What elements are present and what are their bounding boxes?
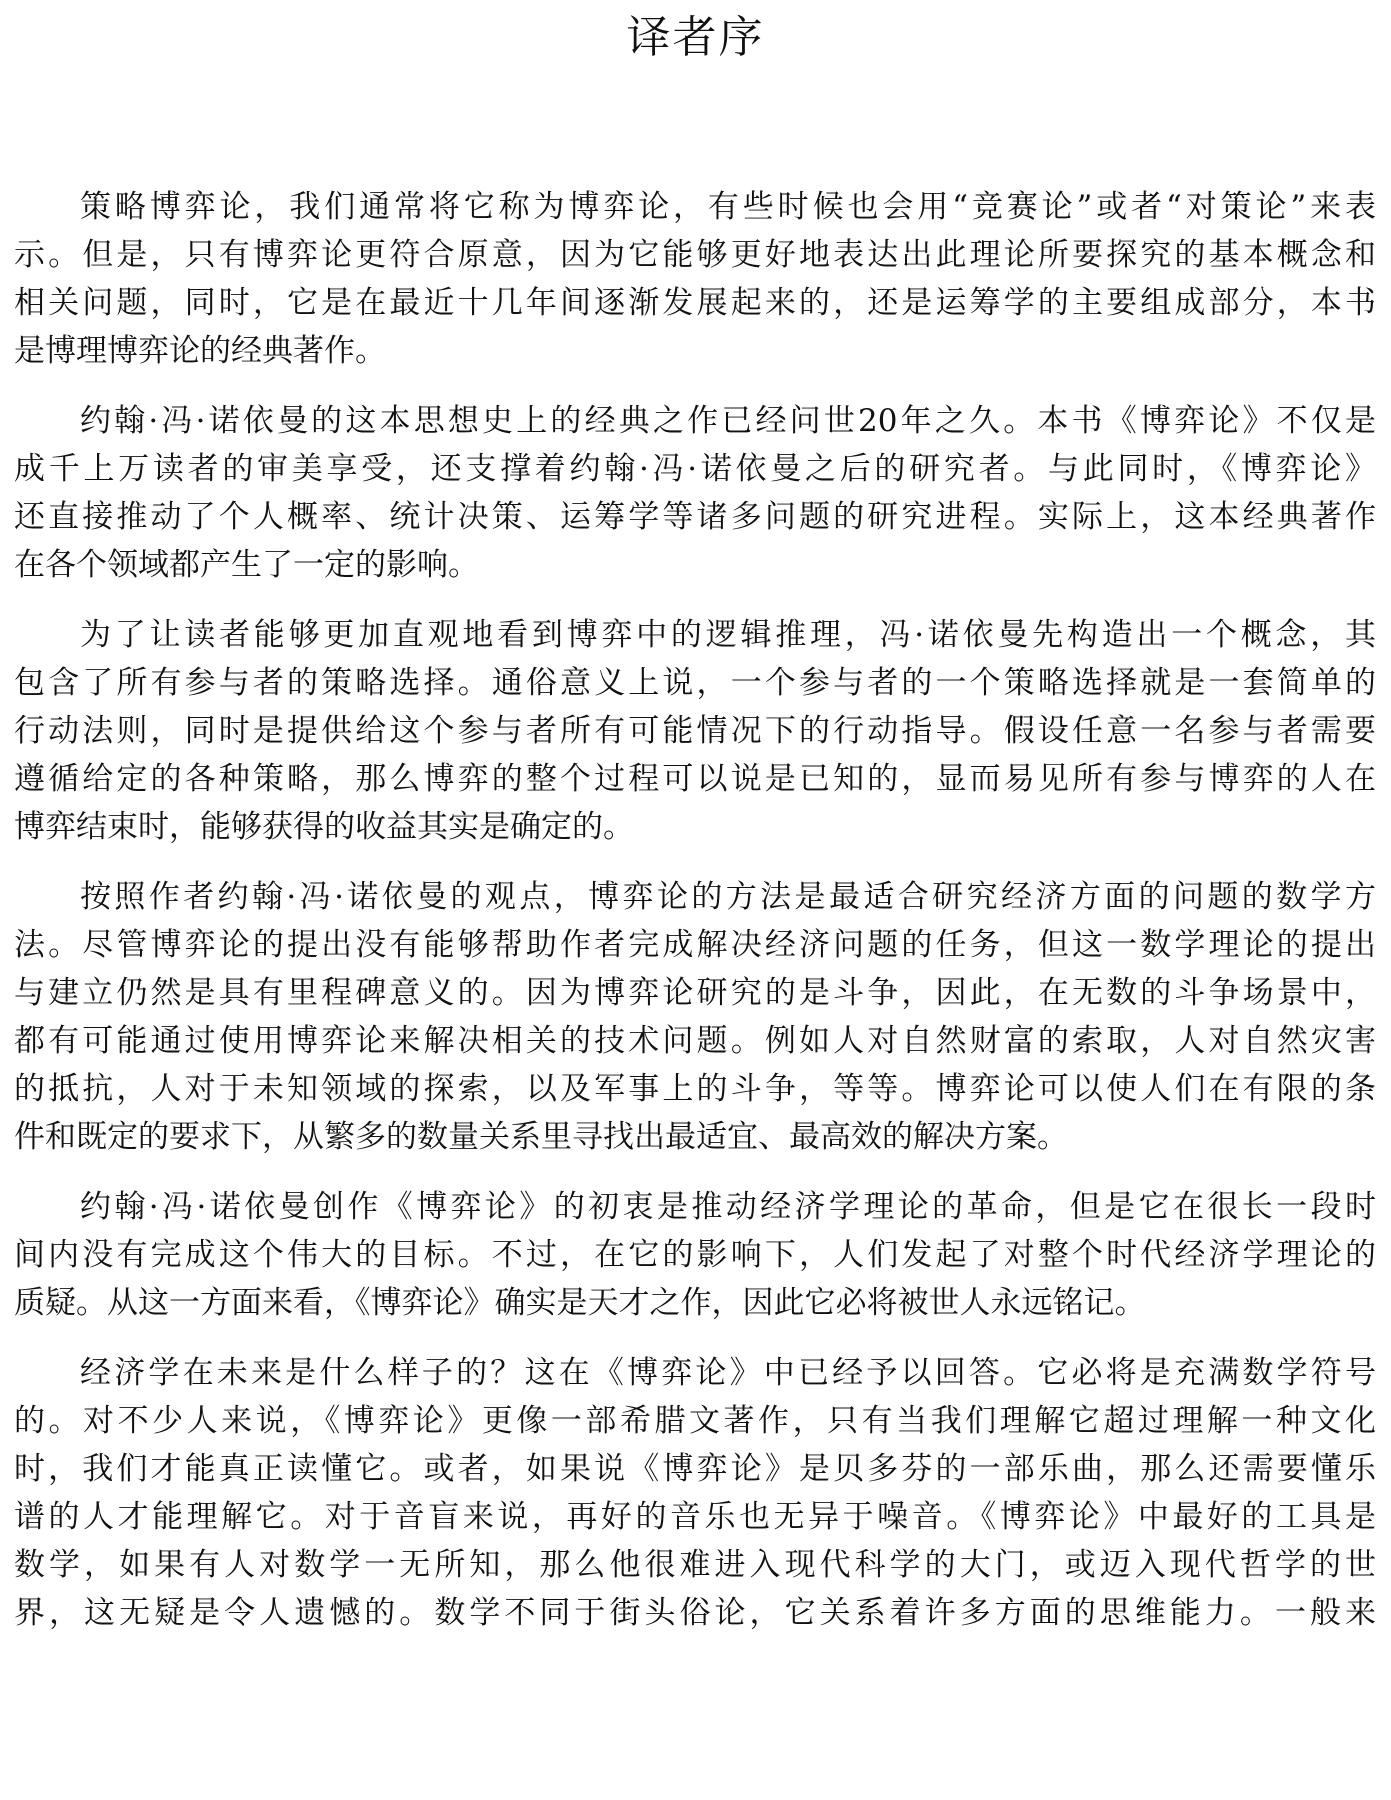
- paragraph-2: [14, 397, 1376, 589]
- paragraph-3: [14, 611, 1376, 851]
- text-line: 约翰·冯·诺依曼创作《博弈论》的初衷是推动经济学理论的革命，但是它在很长一段时: [80, 1189, 1376, 1225]
- text-line: 法。尽管博弈论的提出没有能够帮助作者完成解决经济问题的任务，但这一数学理论的提出: [14, 927, 1376, 963]
- text-line: 为了让读者能够更加直观地看到博弈中的逻辑推理，冯·诺依曼先构造出一个概念，其: [80, 617, 1376, 653]
- text-line: 还直接推动了个人概率、统计决策、运筹学等诸多问题的研究进程。实际上，这本经典著作: [14, 499, 1376, 535]
- paragraph-5: [14, 1183, 1376, 1327]
- text-line: 按照作者约翰·冯·诺依曼的观点，博弈论的方法是最适合研究经济方面的问题的数学方: [80, 879, 1376, 915]
- text-line: 谱的人才能理解它。对于音盲来说，再好的音乐也无异于噪音。《博弈论》中最好的工具是: [14, 1499, 1376, 1535]
- text-line: 遵循给定的各种策略，那么博弈的整个过程可以说是已知的，显而易见所有参与博弈的人在: [14, 761, 1376, 797]
- text-line: 的。对不少人来说，《博弈论》更像一部希腊文著作，只有当我们理解它超过理解一种文化: [14, 1403, 1376, 1439]
- text-line: 的抵抗，人对于未知领域的探索，以及军事上的斗争，等等。博弈论可以使人们在有限的条: [14, 1071, 1376, 1107]
- text-line: 博弈结束时，能够获得的收益其实是确定的。: [14, 809, 634, 845]
- text-line: 时，我们才能真正读懂它。或者，如果说《博弈论》是贝多芬的一部乐曲，那么还需要懂乐: [14, 1451, 1376, 1487]
- text-line: 策略博弈论，我们通常将它称为博弈论，有些时候也会用“竞赛论”或者“对策论”来表: [80, 189, 1376, 225]
- paragraph-6: [14, 1349, 1376, 1637]
- page-title: 译者序: [626, 12, 765, 63]
- text-line: 成千上万读者的审美享受，还支撑着约翰·冯·诺依曼之后的研究者。与此同时，《博弈论》: [14, 451, 1376, 487]
- paragraph-1: [14, 183, 1376, 375]
- text-line: 是博理博弈论的经典著作。: [14, 333, 386, 369]
- paragraph-4: [14, 873, 1376, 1161]
- text-line: 界，这无疑是令人遗憾的。数学不同于街头俗论，它关系着许多方面的思维能力。一般来: [14, 1595, 1376, 1631]
- text-line: 质疑。从这一方面来看，《博弈论》确实是天才之作，因此它必将被世人永远铭记。: [14, 1285, 1146, 1321]
- text-line: 示。但是，只有博弈论更符合原意，因为它能够更好地表达出此理论所要探究的基本概念和: [14, 237, 1376, 273]
- preface-body: [14, 183, 1376, 1659]
- text-line: 与建立仍然是具有里程碑意义的。因为博弈论研究的是斗争，因此，在无数的斗争场景中，: [14, 975, 1376, 1011]
- text-line: 包含了所有参与者的策略选择。通俗意义上说，一个参与者的一个策略选择就是一套简单的: [14, 665, 1376, 701]
- text-line: 经济学在未来是什么样子的？这在《博弈论》中已经予以回答。它必将是充满数学符号: [80, 1355, 1376, 1391]
- text-line: 间内没有完成这个伟大的目标。不过，在它的影响下，人们发起了对整个时代经济学理论的: [14, 1237, 1376, 1273]
- text-line: 数学，如果有人对数学一无所知，那么他很难进入现代科学的大门，或迈入现代哲学的世: [14, 1547, 1376, 1583]
- text-line: 约翰·冯·诺依曼的这本思想史上的经典之作已经问世20年之久。本书《博弈论》不仅是: [80, 403, 1376, 439]
- text-line: 相关问题，同时，它是在最近十几年间逐渐发展起来的，还是运筹学的主要组成部分，本书: [14, 285, 1376, 321]
- text-line: 在各个领域都产生了一定的影响。: [14, 547, 479, 583]
- text-line: 都有可能通过使用博弈论来解决相关的技术问题。例如人对自然财富的索取，人对自然灾害: [14, 1023, 1376, 1059]
- text-line: 行动法则，同时是提供给这个参与者所有可能情况下的行动指导。假设任意一名参与者需要: [14, 713, 1376, 749]
- text-line: 件和既定的要求下，从繁多的数量关系里寻找出最适宜、最高效的解决方案。: [14, 1119, 1068, 1155]
